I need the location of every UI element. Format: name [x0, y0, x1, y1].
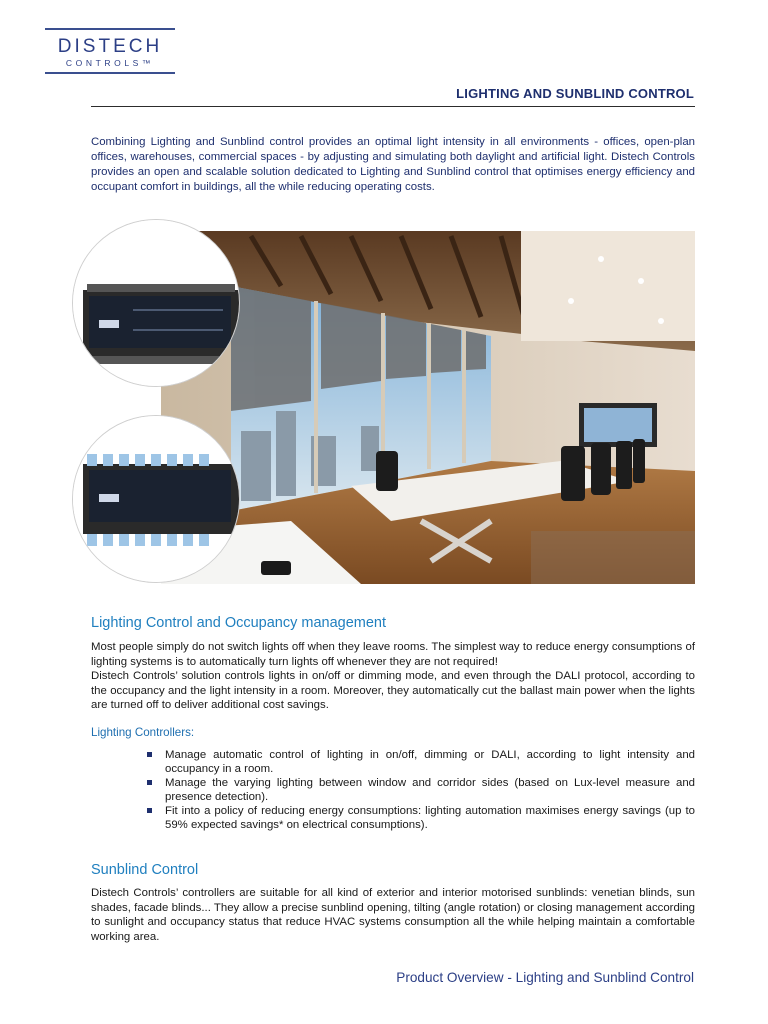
- list-item: [146, 804, 695, 832]
- list-item-text: Manage automatic control of lighting in on/off, dimming or DALI, according to light intensity and occupancy in a room.: [165, 749, 695, 775]
- list-item: [146, 748, 695, 776]
- list-item-text: Fit into a policy of reducing energy consumptions: lighting automation maximises energy savings (up to 59% expected savings* on electrical consumptions).: [165, 805, 695, 831]
- distech-logo: [45, 28, 175, 74]
- lighting-paragraph-1: Most people simply do not switch lights off when they leave rooms. The simplest way to reduce energy consumptions of lighting systems is to automatically turn lights off whenever they are not required!: [91, 641, 695, 668]
- logo-subword: CONTROLS™: [65, 58, 155, 68]
- controller-device-connectors-illustration: [73, 416, 239, 582]
- conference-room-photo: [161, 231, 695, 584]
- controller-device-connectors-image: [72, 415, 240, 583]
- lighting-controllers-list: [146, 748, 695, 832]
- list-item-text: Manage the varying lighting between window and corridor sides (based on Lux-level measure and presence detection).: [165, 777, 695, 803]
- intro-paragraph: Combining Lighting and Sunblind control provides an optimal light intensity in all environments - offices, open-plan offices, warehouses, commercial spaces - by adjusting and simulating both daylight and artificial light. Distech Controls provides an open and scalable solution dedicated to Lighting and Sunblind control that optimises energy efficiency and occupant comfort in buildings, all the while reducing operating costs.: [91, 136, 695, 193]
- lighting-section-title: Lighting Control and Occupancy management: [91, 615, 387, 631]
- lighting-paragraph-2: Distech Controls’ solution controls lights in on/off or dimming mode, and even through the DALI protocol, according to the occupancy and the light intensity in a room. Moreover, they automatically cut the ballast main power when the lights are turned off to deliver additional cost savings.: [91, 670, 695, 712]
- logo-top-rule: [45, 28, 175, 30]
- bullet-square-icon: [147, 780, 152, 785]
- lighting-paragraph: [91, 640, 695, 713]
- controller-device-image: [72, 219, 240, 387]
- lighting-controllers-title: Lighting Controllers:: [91, 726, 195, 739]
- sunblind-paragraph: Distech Controls’ controllers are suitable for all kind of exterior and interior motorised sunblinds: venetian blinds, sun shades, facade blinds... They allow a precise sunblind opening, tilting (angle rotation) or closing management according to sunlight and occupancy status that reduce HVAC systems consumption all the while helping maintain a comfortable working area.: [91, 887, 695, 943]
- bullet-square-icon: [147, 752, 152, 757]
- page-title: LIGHTING AND SUNBLIND CONTROL: [456, 86, 694, 101]
- conference-room-illustration: [161, 231, 695, 584]
- sunblind-section-title: Sunblind Control: [91, 862, 199, 878]
- page-footer: Product Overview - Lighting and Sunblind Control: [396, 970, 694, 985]
- controller-device-illustration: [73, 220, 239, 386]
- bullet-square-icon: [147, 808, 152, 813]
- logo-word: DISTECH: [57, 36, 163, 57]
- list-item: [146, 776, 695, 804]
- logo-bottom-rule: [45, 72, 175, 74]
- header-divider: [91, 106, 695, 107]
